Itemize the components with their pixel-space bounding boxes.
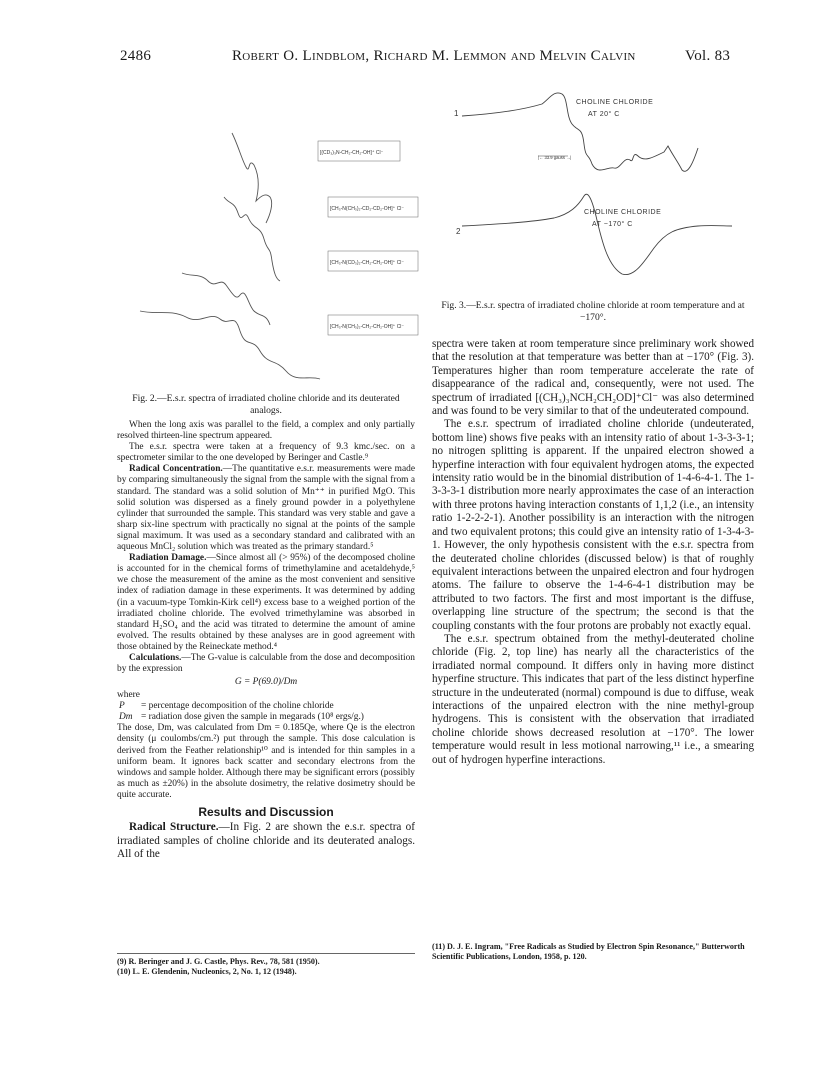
fig2-trace-4 <box>140 311 320 379</box>
paragraph-room-temperature: spectra were taken at room temperature since preliminary work showed that the resolution at that temperature was better than at −170° (Fig. 3). Temperatures higher than room temperature accelerate the rate of disappearance of the radical and, consequently, were not used. The spectrum of irradiated [(CH₃)₃NCH₂CH₂OD]⁺Cl⁻ was also determined and was found to be very similar to that of the undeuterated compound. <box>432 338 754 418</box>
definition-p: = percentage decomposition of the choline chloride <box>141 701 334 712</box>
fig3-scale-label: |← 33.9 gauss →| <box>538 155 572 160</box>
where-label: where <box>117 690 140 701</box>
fig3-trace-1-label-line2: AT 20° C <box>588 111 620 118</box>
figure-3-caption: Fig. 3.—E.s.r. spectra of irradiated choline chloride at room temperature and at −170°. <box>441 300 745 323</box>
footnote-9: (9) R. Beringer and J. G. Castle, Phys. Rev., 78, 581 (1950). <box>117 957 320 966</box>
fig3-trace-2-label-line1: CHOLINE CHLORIDE <box>584 209 662 216</box>
footnote-10: (10) L. E. Glendenin, Nucleonics, 2, No. 1, 12 (1948). <box>117 967 297 977</box>
variable-definitions <box>119 701 364 723</box>
definition-row-p <box>119 701 364 712</box>
fig2-structure-1: [(CD₃)₃N-CH₂-CH₂-OH]⁺ Cl⁻ <box>320 150 384 156</box>
fig3-trace-2 <box>462 194 732 274</box>
run-in-head-radical-structure: Radical Structure. <box>129 821 219 834</box>
radiation-damage-text: —Since almost all (> 95%) of the decomposed choline is accounted for in the chemical forms of trimethylamine and acetaldehyde,⁵ we chose the measurement of the amine as the most convenient and sensitive index of radiation damage in these experiments. It was determined by adding (in a vacuum-type Tomkin-Kirk cell⁴) excess base to a weighed portion of the irradiated choline chloride. The evolved trimethylamine was absorbed in standard H₂SO₄ and the acid was titrated to determine the amount of amine evolved. The results obtained by these analyses are in good agreement with those obtained by the Reineckate method.⁴ <box>117 553 415 652</box>
paragraph-methyl-deuterated: The e.s.r. spectrum obtained from the methyl-deuterated choline chloride (Fig. 2, top line) has nearly all the characteristics of the irradiated normal compound. It differs only in having more distinct hyperfine structure. This indicates that part of the less distinct hyperfine structure in the undeuterated (normal) compound is due to diffuse, weak interactions of the unpaired electron with the nine methyl-group hydrogens. This is consistent with the observation that irradiated choline chloride shows decreased resolution at −170°. The lower temperature would result in less motional narrowing,¹¹ i.e., a smearing out of hydrogen hyperfine interactions. <box>432 632 754 766</box>
definition-row-dm <box>119 712 364 723</box>
calculations-text: —The G-value is calculable from the dose and decomposition by the expression <box>117 652 415 675</box>
right-footnotes <box>432 942 754 963</box>
run-in-head-radical-concentration: Radical Concentration. <box>129 464 223 475</box>
footnote-11: (11) D. J. E. Ingram, "Free Radicals as Studied by Electron Spin Resonance," Butterworth Scientific Publications, London, 1958, p. 120. <box>432 942 745 962</box>
section-title-results: Results and Discussion <box>198 805 334 819</box>
radical-concentration-text: —The quantitative e.s.r. measurements were made by comparing simultaneously the signal from the sample with the signal from a standard. The standard was a solid solution of Mn⁺⁺ in purified MgO. This solid solution was dispersed as a finely ground powder in a polyethylene cylinder that surrounded the sample. This standard was very stable and gave a sharp six-line spectrum with practically no signal at the points of the sample signal maximum. It was used as a secondary standard and calibrated with an aqueous MnCl₂ solution which was treated as the primary standard.⁵ <box>117 464 415 553</box>
paragraph-orientation: When the long axis was parallel to the field, a complex and only partially resolved thirteen-line spectrum appeared. <box>117 420 415 442</box>
fig3-trace-2-label-line2: AT −170° C <box>592 221 633 228</box>
figure-2-caption: Fig. 2.—E.s.r. spectra of irradiated choline chloride and its deuterated analogs. <box>132 393 400 416</box>
fig2-trace-1 <box>232 133 272 223</box>
footnote-rule <box>117 953 415 954</box>
radical-structure-text: —In Fig. 2 are shown the e.s.r. spectra of irradiated samples of choline chloride and its deuterated analogs. All of the <box>117 821 415 861</box>
definition-dm: = radiation dose given the sample in megarads (10⁸ ergs/g.) <box>141 712 364 723</box>
right-column <box>432 338 754 767</box>
paragraph-radical-concentration <box>117 464 415 553</box>
run-in-head-calculations: Calculations. <box>129 652 182 663</box>
paragraph-radiation-damage <box>117 553 415 653</box>
fig2-structure-2: [CH₃-N(CH₃)₂-CD₂-CD₂-OH]⁺ Cl⁻ <box>330 206 405 212</box>
symbol-dm: Dm <box>119 712 133 723</box>
fig2-structure-4: [CH₃-N(CH₃)₂-CH₂-CH₂-OH]⁺ Cl⁻ <box>330 324 405 330</box>
figure-3-spectra <box>432 86 762 298</box>
g-value-equation: G = P(69.0)/Dm <box>234 677 298 688</box>
fig2-trace-2 <box>224 197 280 281</box>
paragraph-dose: The dose, Dm, was calculated from Dm = 0.185Qe, where Qe is the electron density (μ coulombs/cm.²) put through the sample. This dose calculation is derived from the Feather relationship¹⁰ and is intended for thin samples in a uniform beam. It ignores back scatter and secondary electrons from the windows and sample holder. Although there may be significant errors (possibly as much as ±20%) in the absolute dosimetry, the relative dosimetry should be quite accurate. <box>117 723 415 800</box>
fig3-trace-2-index: 2 <box>456 227 461 236</box>
run-in-head-radiation-damage: Radiation Damage. <box>129 553 207 564</box>
paragraph-five-peaks: The e.s.r. spectrum of irradiated choline chloride (undeuterated, bottom line) shows five peaks with an intensity ratio of about 1-3-3-3-1; no nitrogen splitting is apparent. If the unpaired electron showed a hyperfine interaction with four equivalent hydrogen atoms, the expected intensity ratio would be in the binomial distribution of 1-4-6-4-1. The 1-3-3-3-1 distribution more nearly approximates the case of an interaction with three protons having interaction constants of 1,1,2 (i.e., an intensity ratio 1-2-2-2-1). Another possibility is an interaction with the nitrogen and two equivalent protons; this could give an intensity ratio of 1-3-4-3-1. However, the only hypothesis consistent with the e.s.r. spectra from the deuterated choline chlorides (discussed below) is that of roughly equivalent interactions between the unpaired electron and four hydrogen atoms. The failure to observe the 1-4-6-4-1 distribution may be attributed to two factors. The first and most important is the diffuse, overlapping line structure of the spectrum; the second is that the coupling constants with the four protons are probably not exactly equal. <box>432 418 754 632</box>
paragraph-calculations <box>117 653 415 675</box>
left-column <box>117 420 415 862</box>
page-number: 2486 <box>120 48 152 64</box>
figure-3 <box>432 86 762 298</box>
symbol-p: P <box>119 701 125 712</box>
fig2-trace-3 <box>182 273 270 325</box>
figure-2-spectra <box>120 105 420 395</box>
running-header-authors: Robert O. Lindblom, Richard M. Lemmon and Melvin Calvin <box>232 48 636 64</box>
left-footnotes <box>117 957 415 978</box>
fig2-structure-labels <box>318 141 418 335</box>
volume-label: Vol. 83 <box>685 48 731 64</box>
figure-2 <box>120 105 420 395</box>
fig3-trace-1-index: 1 <box>454 109 459 118</box>
fig3-trace-1-label-line1: CHOLINE CHLORIDE <box>576 99 654 106</box>
paragraph-radical-structure <box>117 821 415 862</box>
fig2-structure-3: [CH₃-N(CD₃)₂-CH₂-CH₂-OH]⁺ Cl⁻ <box>330 260 405 266</box>
paragraph-spectrometer: The e.s.r. spectra were taken at a frequency of 9.3 kmc./sec. on a spectrometer similar to the one developed by Beringer and Castle.⁹ <box>117 442 415 464</box>
